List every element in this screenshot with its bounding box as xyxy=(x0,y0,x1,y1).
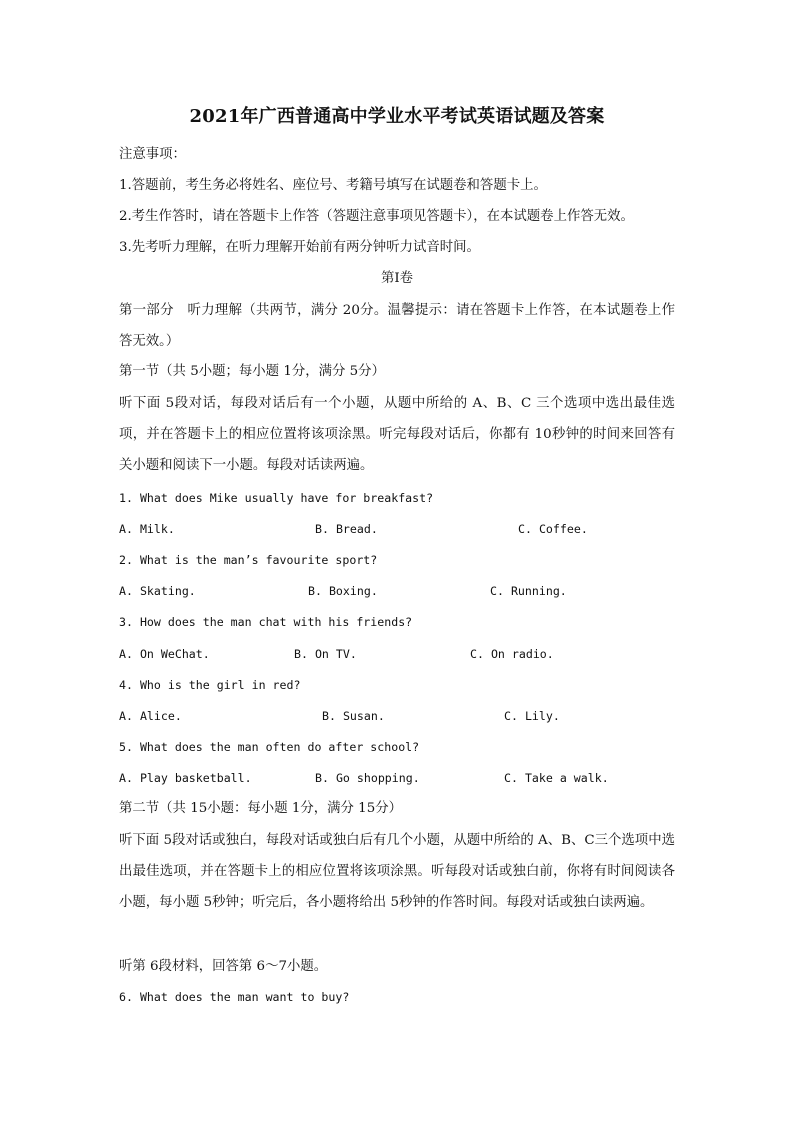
question-2: 2. What is the man’s favourite sport? xyxy=(119,553,378,567)
question-3-option-c: C. On radio. xyxy=(470,647,554,661)
section2-heading: 第二节（共 15小题：每小题 1分，满分 15分） xyxy=(119,801,403,816)
question-4: 4. Who is the girl in red? xyxy=(119,678,301,692)
question-4-option-b: B. Susan. xyxy=(322,709,385,723)
question-3-option-b: B. On TV. xyxy=(294,647,357,661)
question-4-option-a: A. Alice. xyxy=(119,709,182,723)
question-6: 6. What does the man want to buy? xyxy=(119,990,350,1004)
question-5-option-b: B. Go shopping. xyxy=(315,771,420,785)
question-3: 3. How does the man chat with his friends? xyxy=(119,615,413,629)
section1-heading: 第一节（共 5小题；每小题 1分，满分 5分） xyxy=(119,364,385,379)
notice-item-3: 3.先考听力理解，在听力理解开始前有两分钟听力试音时间。 xyxy=(119,240,480,255)
question-1-option-a: A. Milk. xyxy=(119,522,175,536)
notice-item-2: 2.考生作答时，请在答题卡上作答（答题注意事项见答题卡），在本试题卷上作答无效。 xyxy=(119,209,634,224)
question-2-option-a: A. Skating. xyxy=(119,584,196,598)
volume-heading: 第Ⅰ卷 xyxy=(380,271,414,286)
question-2-option-b: B. Boxing. xyxy=(308,584,378,598)
question-1-option-b: B. Bread. xyxy=(315,522,378,536)
question-2-option-c: C. Running. xyxy=(490,584,567,598)
question-5-option-c: C. Take a walk. xyxy=(504,771,609,785)
section2-instruction: 听下面 5段对话或独白，每段对话或独白后有几个小题，从题中所给的 A、B、C三个选项中选出最佳选项，并在答题卡上的相应位置将该项涂黑。听每段对话或独白前，你将有时间阅读各小题，每小题 5秒钟；听完后，各小题将给出 5秒钟的作答时间。每段对话或独白读两遍。 xyxy=(119,833,675,910)
question-1-option-c: C. Coffee. xyxy=(518,522,588,536)
question-3-option-a: A. On WeChat. xyxy=(119,647,210,661)
question-1: 1. What does Mike usually have for breakfast? xyxy=(119,491,434,505)
question-4-option-c: C. Lily. xyxy=(504,709,560,723)
question-5-option-a: A. Play basketball. xyxy=(119,771,252,785)
section1-instruction: 听下面 5段对话，每段对话后有一个小题，从题中所给的 A、B、C 三个选项中选出最佳选项，并在答题卡上的相应位置将该项涂黑。听完每段对话后，你都有 10秒钟的时间来回答有关小题和阅读下一小题。每段对话读两遍。 xyxy=(119,396,675,473)
material-6-instruction: 听第 6段材料，回答第 6～7小题。 xyxy=(119,959,328,974)
document-title: 2021年广西普通高中学业水平考试英语试题及答案 xyxy=(189,106,605,127)
question-5: 5. What does the man often do after school? xyxy=(119,740,420,754)
part1-heading: 第一部分 听力理解（共两节，满分 20分。温馨提示：请在答题卡上作答，在本试题卷上作答无效。） xyxy=(119,303,675,349)
notice-heading: 注意事项： xyxy=(119,147,186,162)
notice-item-1: 1.答题前，考生务必将姓名、座位号、考籍号填写在试题卷和答题卡上。 xyxy=(119,178,547,193)
